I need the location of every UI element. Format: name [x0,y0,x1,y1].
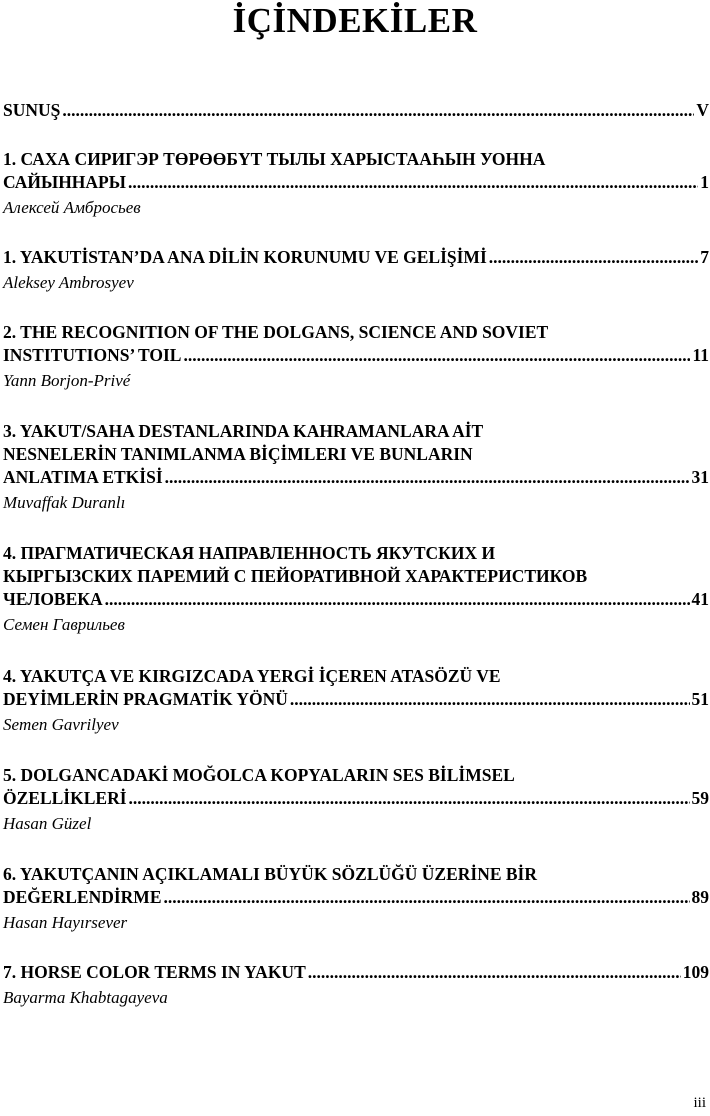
entry-page-number: 51 [691,689,709,709]
toc-entry [3,321,709,392]
entry-page-number: 31 [691,467,709,487]
toc-entry [3,764,709,835]
entry-title-line: 4. ПРАГМАТИЧЕСКАЯ НАПРАВЛЕННОСТЬ ЯКУТСКИХ И [3,543,496,563]
entry-author: Muvaffak Duranlı [3,493,126,512]
entry-author: Hasan Hayırsever [3,913,128,932]
entry-title-line: 7. HORSE COLOR TERMS IN YAKUT [3,962,306,982]
toc-entry [3,863,709,934]
entry-page-number: 41 [691,589,709,609]
dot-leader [62,99,694,122]
entry-author: Семен Гаврильев [3,615,125,634]
dot-leader [105,588,690,611]
entry-title-line: 5. DOLGANCADAKİ MOĞOLCA KOPYALARIN SES BİLİMSEL [3,765,515,785]
entry-title-line: 2. THE RECOGNITION OF THE DOLGANS, SCIENCE AND SOVIET [3,322,549,342]
dot-leader [164,886,690,909]
entry-title-line: ЧЕЛОВЕКА [3,589,103,609]
entry-page-number: 7 [700,247,709,267]
toc-entry [3,961,709,1009]
entry-title-line: 3. YAKUT/SAHA DESTANLARINDA KAHRAMANLARA AİT [3,421,484,441]
entry-page-number: 1 [700,172,709,192]
entry-title-line: DEĞERLENDİRME [3,887,162,907]
entry-author: Aleksey Ambrosyev [3,273,134,292]
entry-page-number: 59 [691,788,709,808]
entry-title-line: SUNUŞ [3,100,61,120]
page-title: İÇİNDEKİLER [232,1,478,40]
entry-title-line: 4. YAKUTÇA VE KIRGIZCADA YERGİ İÇEREN ATASÖZÜ VE [3,666,501,686]
entry-page-number: V [696,100,709,120]
entry-author: Semen Gavrilyev [3,715,119,734]
toc-entry [3,99,709,122]
entry-title-line: DEYİMLERİN PRAGMATİK YÖNÜ [3,689,288,709]
dot-leader [129,787,690,810]
toc-entry [3,665,709,736]
entry-page-number: 11 [692,345,709,365]
entry-title-line: КЫРГЫЗСКИХ ПАРЕМИЙ С ПЕЙОРАТИВНОЙ ХАРАКТЕРИСТИКОВ [3,566,588,586]
dot-leader [165,466,690,489]
entry-author: Алексей Амбросьев [3,198,141,217]
entry-title-line: 1. САХА СИРИГЭР ТӨРӨӨБҮТ ТЫЛЫ ХАРЫСТААҺЫН УОННА [3,149,546,169]
entry-author: Hasan Güzel [3,814,92,833]
entry-author: Bayarma Khabtagayeva [3,988,168,1007]
dot-leader [308,961,681,984]
entry-title-line: INSTITUTIONS’ TOIL [3,345,182,365]
page-number: iii [693,1095,706,1111]
dot-leader [489,246,698,269]
entry-title-line: ANLATIMA ETKİSİ [3,467,163,487]
toc-entry [3,542,709,636]
entry-title-line: NESNELERİN TANIMLANMA BİÇİMLERI VE BUNLARIN [3,444,473,464]
dot-leader [183,344,690,367]
entry-page-number: 109 [682,962,709,982]
entry-title-line: 1. YAKUTİSTAN’DA ANA DİLİN KORUNUMU VE GELİŞİMİ [3,247,487,267]
toc-entry [3,420,709,514]
entry-title-line: ÖZELLİKLERİ [3,788,127,808]
entry-title-line: 6. YAKUTÇANIN AÇIKLAMALI BÜYÜK SÖZLÜĞÜ ÜZERİNE BİR [3,864,537,884]
toc-entry [3,246,709,294]
toc-entry [3,148,709,219]
entry-page-number: 89 [691,887,709,907]
dot-leader [290,688,690,711]
entry-title-line: САЙЫННАРЫ [3,172,126,192]
dot-leader [128,171,698,194]
entry-author: Yann Borjon-Privé [3,371,131,390]
